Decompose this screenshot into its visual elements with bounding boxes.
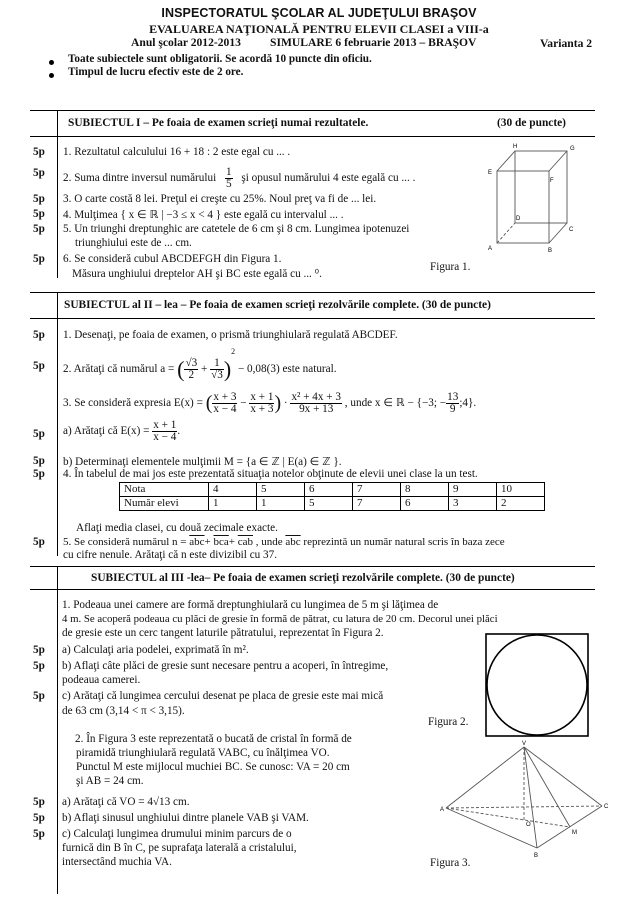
s3-p2-line3: Punctul M este mijlocul muchiei BC. Se cunosc: VA = 20 cm [76, 761, 350, 773]
points-label: 5p [33, 193, 45, 205]
s1-points: (30 de puncte) [497, 117, 566, 129]
table-row [120, 483, 545, 497]
cube-label-E: E [488, 170, 493, 176]
s3-p2c: c) Calculaţi lungimea drumului minim parcurs de o [62, 828, 292, 840]
cube-label-A: A [488, 246, 493, 252]
s2-q3b: b) Determinaţi elementele mulţimii M = {a ∈ ℤ | E(a) ∈ ℤ }. [63, 456, 342, 468]
s3-p1c: c) Arătaţi că lungimea cercului desenat pe placa de gresie este mai mică [62, 690, 384, 702]
s1-q5-line2: triunghiului este de ... cm. [75, 237, 192, 249]
table-cell: 2 [497, 497, 545, 511]
margin-line [57, 110, 58, 278]
table-cell: 6 [305, 483, 353, 497]
table-cell: Număr elevi [120, 497, 209, 511]
divider [30, 136, 595, 137]
simulation-date: SIMULARE 6 februarie 2013 – BRAŞOV [270, 36, 477, 49]
s2-q3: 3. Se consideră expresia E(x) = ( $\frac{x + 3}{x - 4}$ − $\frac{x + 1}{x + 3}$ ) · $\frac{\text{x² + 4x + 3}}{9x + 13}$ , unde x ∈ ℝ − {−3; − $\frac{13}{9}$ ;4}. [63, 391, 477, 415]
cube-back-face [515, 151, 567, 223]
s3-p1b: b) Aflaţi câte plăci de gresie sunt necesare pentru a acoperi, în întregime, [62, 660, 389, 672]
cube-front-face [497, 171, 549, 243]
s3-p2c-line3: intersectând muchia VA. [62, 856, 172, 868]
s3-p2-line2: piramidă triunghiulară regulată VABC, cu înălţimea VO. [76, 747, 330, 759]
table-cell: 3 [449, 497, 497, 511]
instruction-2: Timpul de lucru efectiv este de 2 ore. [68, 66, 244, 78]
divider [30, 292, 595, 293]
tile-circle [487, 635, 587, 735]
points-label: 5p [33, 468, 45, 480]
points-label: 5p [33, 253, 45, 265]
points-label: 5p [33, 828, 45, 840]
s1-q4: 4. Mulţimea { x ∈ ℝ | −3 ≤ x < 4 } este egală cu intervalul ... . [63, 209, 344, 221]
s3-p2-line1: 2. În Figura 3 este reprezentată o bucată de cristal în formă de [75, 733, 352, 745]
s3-p2c-line2: furnică din B în C, pe suprafaţa laterală a cristalului, [62, 842, 297, 854]
pyramid-label-V: V [522, 741, 527, 747]
table-cell: 4 [209, 483, 257, 497]
cube-label-F: F [550, 178, 554, 184]
s2-q5-line1: 5. Se consideră numărul $n = \overline{abc}+ \overline{bca}+ \overline{cab}$ , unde $\overline{abc}$ reprezintă un număr natural scris în baza zece [63, 536, 505, 548]
s2-q3a: a) Arătaţi că E(x) = $\frac{x + 1}{x - 4}$ . [63, 419, 181, 443]
s2-q5-line2: cu cifre nenule. Arătaţi că n este divizibil cu 37. [63, 549, 278, 561]
exam-title: EVALUAREA NAŢIONALĂ PENTRU ELEVII CLASEI a VIII-a [149, 22, 489, 36]
table-cell: 10 [497, 483, 545, 497]
divider [30, 566, 595, 567]
s3-p2-line4: şi AB = 24 cm. [76, 775, 144, 787]
points-label: 5p [33, 644, 45, 656]
s3-p1-line2: 4 m. Se acoperă podeaua cu plăci de gresie în formă de pătrat, cu latura de 20 cm. Decorul unei plăci [62, 613, 498, 625]
points-label: 5p [33, 812, 45, 824]
variant-label: Varianta 2 [540, 37, 593, 50]
points-label: 5p [33, 146, 45, 158]
figure-3-label: Figura 3. [430, 857, 471, 869]
points-label: 5p [33, 690, 45, 702]
table-cell: 1 [257, 497, 305, 511]
s2-q2: 2. Arătaţi că numărul a = ( $\frac{√3}{2}$ + $\frac{1}{√3}$ )$^2$ − 0,08(3) este natural. [63, 347, 337, 382]
divider [30, 589, 595, 590]
points-label: 5p [33, 536, 45, 548]
points-label: 5p [33, 660, 45, 672]
cube-figure [478, 138, 588, 266]
school-year: Anul şcolar 2012-2013 [131, 36, 241, 49]
s1-q2: 2. Suma dintre inversul numărului $\frac{1}{5}$ şi opusul numărului 4 este egală cu ... . [63, 166, 416, 190]
pyramid-label-M: M [572, 830, 577, 836]
table-cell: 1 [209, 497, 257, 511]
table-cell: 6 [401, 497, 449, 511]
s1-q3: 3. O carte costă 8 lei. Preţul ei creşte cu 25%. Noul preţ va fi de ... lei. [63, 193, 377, 205]
margin-line [57, 292, 58, 556]
points-label: 5p [33, 796, 45, 808]
table-cell: 5 [305, 497, 353, 511]
points-label: 5p [33, 223, 45, 235]
bullet-icon [49, 60, 54, 65]
points-label: 5p [33, 455, 45, 467]
table-cell: 5 [257, 483, 305, 497]
s3-p1-line3: de gresie este un cerc tangent laturile pătratului, reprezentat în Figura 2. [62, 627, 384, 639]
table-cell: 9 [449, 483, 497, 497]
instruction-1: Toate subiectele sunt obligatorii. Se acordă 10 puncte din oficiu. [68, 53, 372, 65]
points-label: 5p [33, 167, 45, 179]
table-cell: 7 [353, 497, 401, 511]
pyramid-figure [440, 738, 612, 860]
cube-label-C: C [569, 227, 574, 233]
pyramid-label-B: B [534, 853, 539, 859]
pyramid-label-A: A [440, 807, 445, 813]
figure-2-label: Figura 2. [428, 716, 469, 728]
points-label: 5p [33, 428, 45, 440]
pyramid-label-C: C [604, 804, 609, 810]
pyramid-label-O: O [526, 822, 531, 828]
s3-p1c-line2: de 63 cm (3,14 < π < 3,15). [62, 705, 185, 717]
square-circle-figure [484, 632, 590, 738]
s1-q1: 1. Rezultatul calculului 16 + 18 : 2 este egal cu ... . [63, 146, 291, 158]
s1-q5-line1: 5. Un triunghi dreptunghic are catetele de 6 cm şi 8 cm. Lungimea ipotenuzei [63, 223, 410, 235]
s2-q4: 4. În tabelul de mai jos este prezentată situaţia notelor obţinute de elevii unei clase la un test. [63, 468, 478, 480]
bullet-icon [49, 73, 54, 78]
s3-p1b-line2: podeaua camerei. [62, 674, 141, 686]
s2-title: SUBIECTUL al II – lea – Pe foaia de examen scrieţi rezolvările complete. (30 de puncte) [64, 299, 491, 311]
s1-q6-line1: 6. Se consideră cubul ABCDEFGH din Figura 1. [63, 253, 282, 265]
divider [30, 318, 595, 319]
s3-p1-line1: 1. Podeaua unei camere are formă dreptunghiulară cu lungimea de 5 m şi lăţimea de [62, 599, 439, 611]
s1-title: SUBIECTUL I – Pe foaia de examen scrieţi numai rezultatele. [68, 117, 369, 129]
figure-1-label: Figura 1. [430, 261, 471, 273]
cube-label-D: D [516, 216, 521, 222]
table-cell: 8 [401, 483, 449, 497]
grades-table [119, 482, 545, 511]
s3-p1a: a) Calculaţi aria podelei, exprimată în m². [62, 644, 249, 656]
margin-line [57, 566, 58, 894]
table-cell: Nota [120, 483, 209, 497]
s1-q6-line2: Măsura unghiului dreptelor AH şi BC este egală cu ... ⁰. [72, 268, 322, 280]
cube-label-B: B [548, 248, 553, 254]
points-label: 5p [33, 208, 45, 220]
table-cell: 7 [353, 483, 401, 497]
cube-label-H: H [513, 144, 518, 150]
table-row [120, 497, 545, 511]
s3-title: SUBIECTUL al III -lea– Pe foaia de examen scrieţi rezolvările complete. (30 de puncte) [91, 572, 515, 584]
inspectorate-title: INSPECTORATUL ŞCOLAR AL JUDEŢULUI BRAŞOV [161, 6, 477, 20]
cube-label-G: G [570, 146, 575, 152]
s3-p2a: a) Arătaţi că VO = 4√13 cm. [62, 796, 190, 808]
points-label: 5p [33, 360, 45, 372]
s2-q1: 1. Desenaţi, pe foaia de examen, o prismă triunghiulară regulată ABCDEF. [63, 329, 398, 341]
s2-q4-task: Aflaţi media clasei, cu două zecimale exacte. [76, 522, 278, 534]
points-label: 5p [33, 329, 45, 341]
divider [30, 110, 595, 111]
s3-p2b: b) Aflaţi sinusul unghiului dintre planele VAB şi VAM. [62, 812, 309, 824]
